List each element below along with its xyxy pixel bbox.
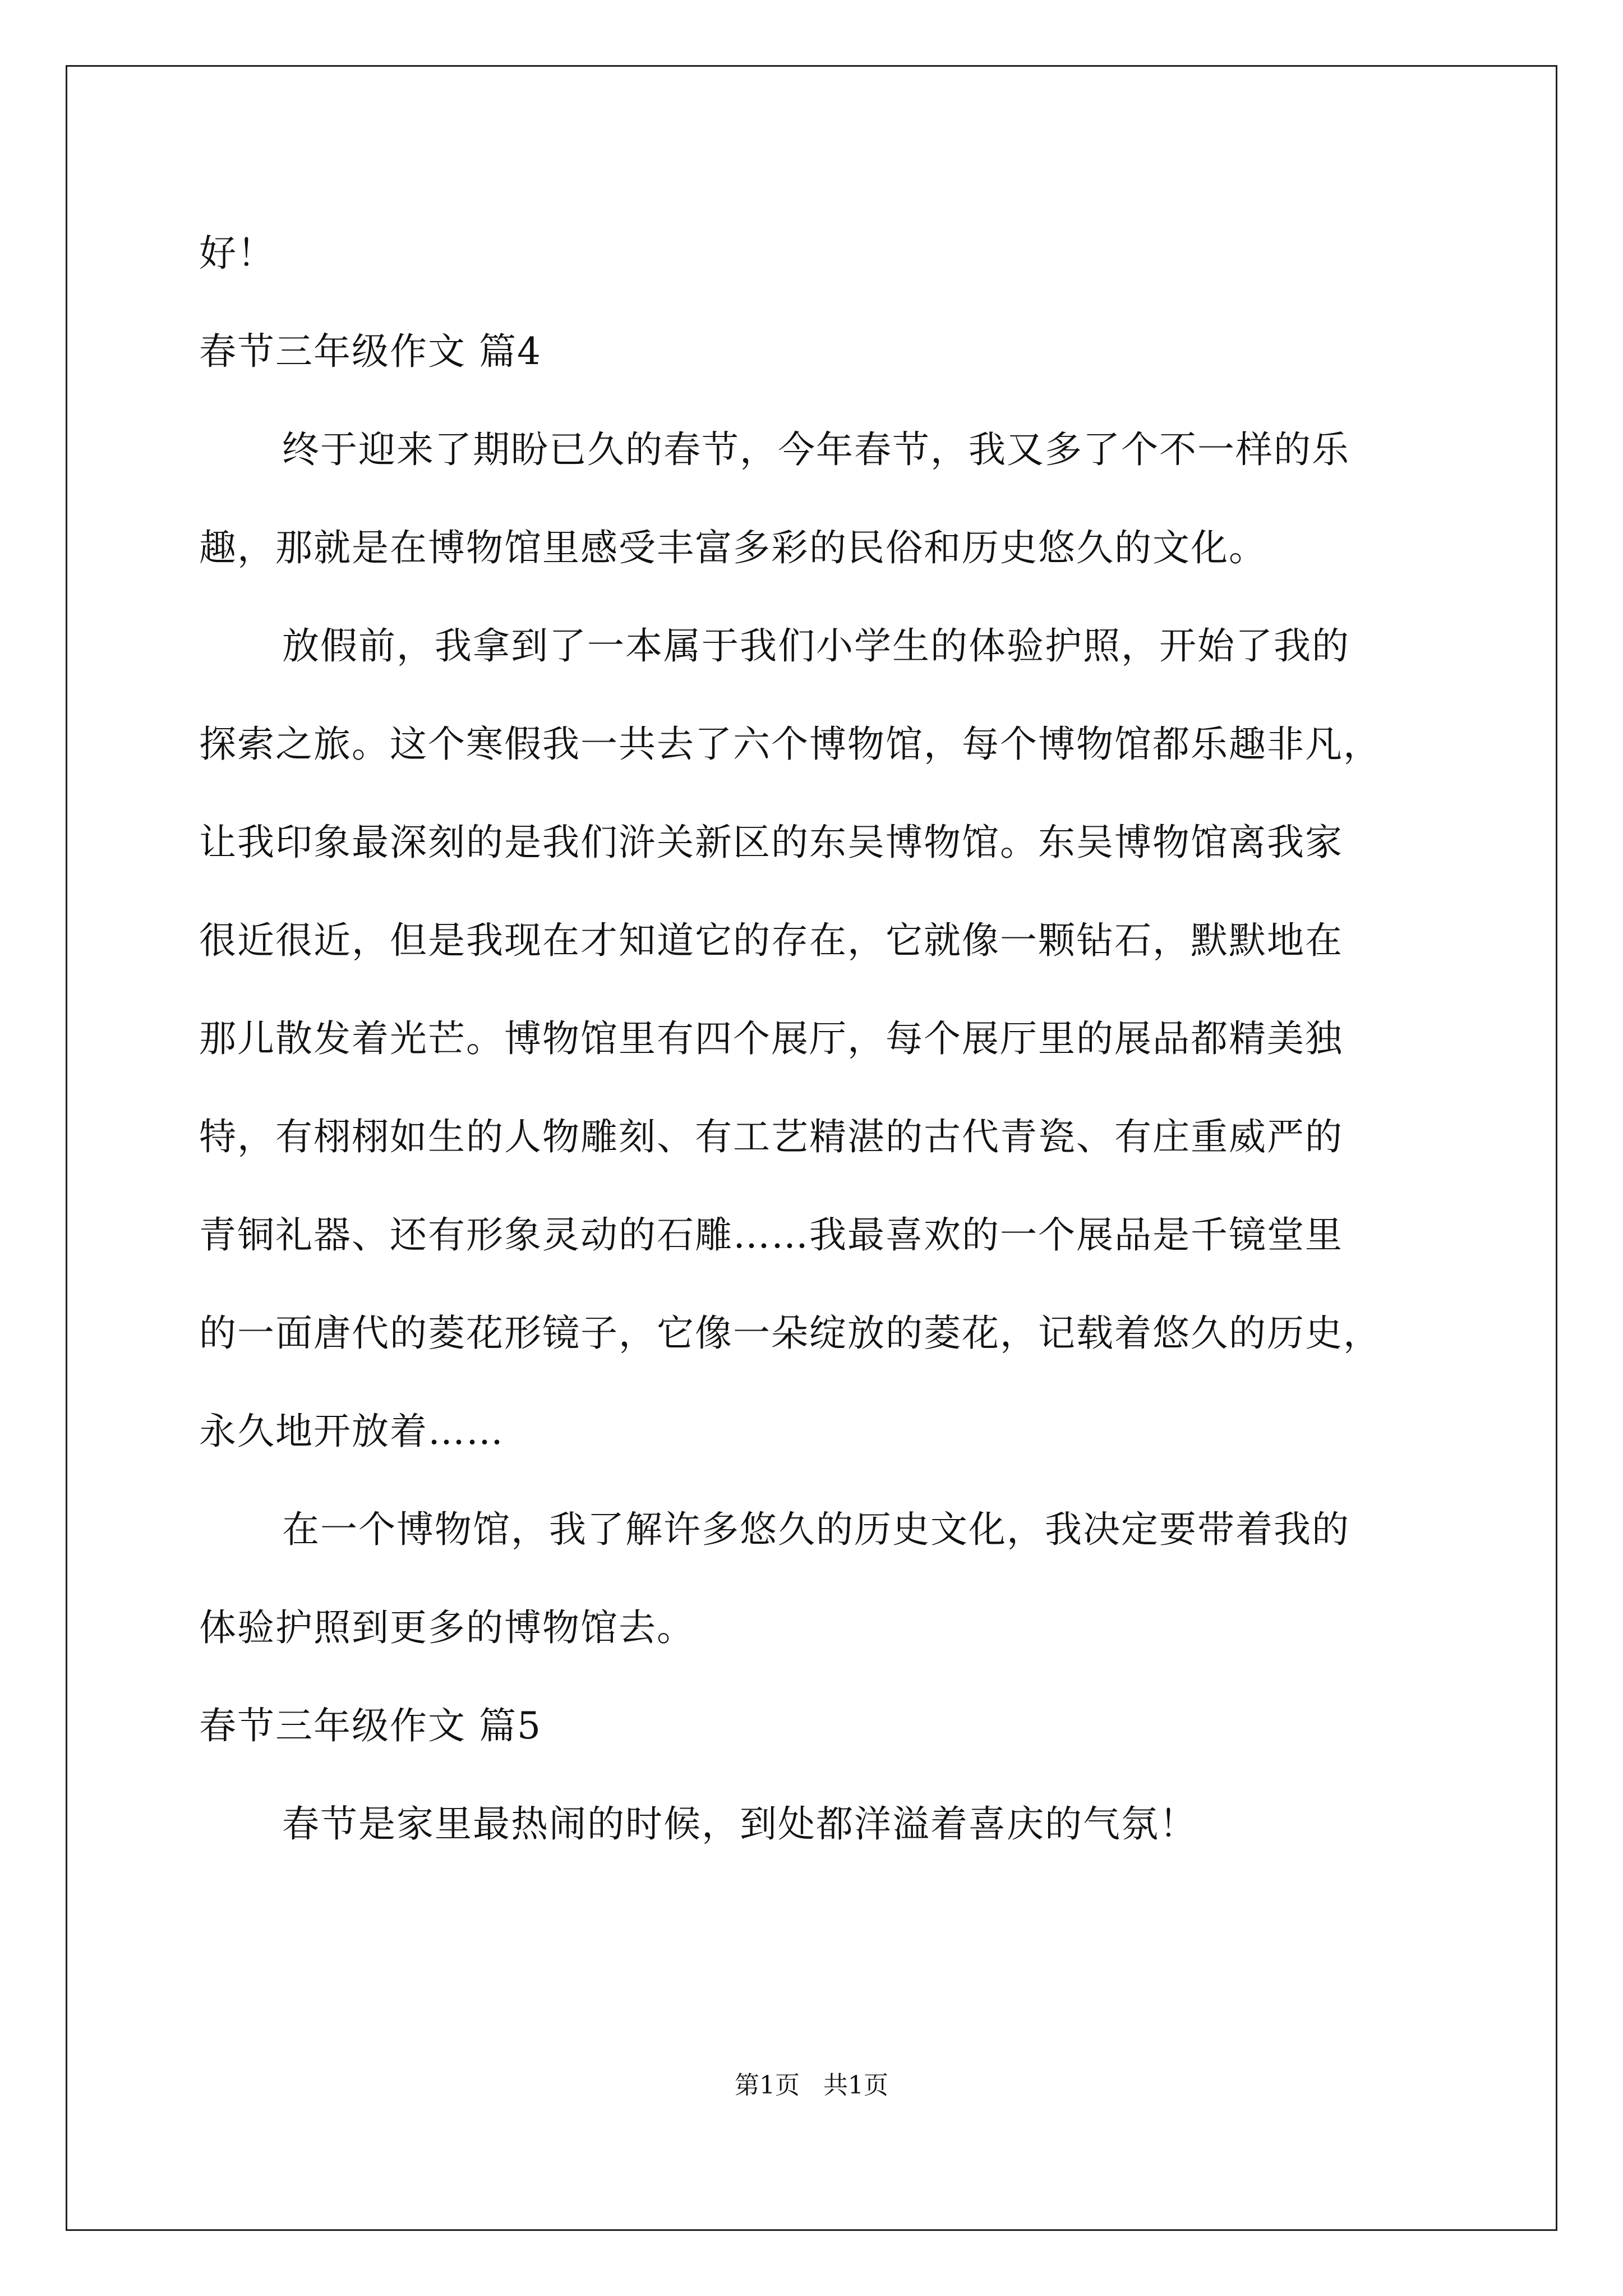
paragraph-first-line: 放假前，我拿到了一本属于我们小学生的体验护照，开始了我的 xyxy=(282,624,1350,668)
text-line: 探索之旅。这个寒假我一共去了六个博物馆，每个博物馆都乐趣非凡， xyxy=(199,723,1381,766)
text-line: 永久地开放着…… xyxy=(199,1410,504,1453)
text-line: 好！ xyxy=(199,232,275,275)
text-line: 的一面唐代的菱花形镜子，它像一朵绽放的菱花，记载着悠久的历史， xyxy=(199,1312,1381,1355)
text-line: 趣，那就是在博物馆里感受丰富多彩的民俗和历史悠久的文化。 xyxy=(199,526,1267,569)
text-line: 青铜礼器、还有形象灵动的石雕……我最喜欢的一个展品是千镜堂里 xyxy=(199,1213,1343,1257)
text-line: 体验护照到更多的博物馆去。 xyxy=(199,1606,695,1649)
text-line: 让我印象最深刻的是我们浒关新区的东吴博物馆。东吴博物馆离我家 xyxy=(199,821,1343,864)
paragraph-first-line: 春节是家里最热闹的时候，到处都洋溢着喜庆的气氛！ xyxy=(282,1802,1197,1846)
section-heading: 春节三年级作文 篇4 xyxy=(199,330,542,373)
paragraph-first-line: 终于迎来了期盼已久的春节，今年春节，我又多了个不一样的乐 xyxy=(282,428,1350,471)
section-heading: 春节三年级作文 篇5 xyxy=(199,1704,542,1747)
text-line: 很近很近，但是我现在才知道它的存在，它就像一颗钻石，默默地在 xyxy=(199,919,1343,962)
page-footer: 第1页 共1页 xyxy=(735,2071,888,2100)
text-line: 那儿散发着光芒。博物馆里有四个展厅，每个展厅里的展品都精美独 xyxy=(199,1017,1343,1060)
paragraph-first-line: 在一个博物馆，我了解许多悠久的历史文化，我决定要带着我的 xyxy=(282,1508,1350,1551)
text-line: 特，有栩栩如生的人物雕刻、有工艺精湛的古代青瓷、有庄重威严的 xyxy=(199,1115,1343,1158)
